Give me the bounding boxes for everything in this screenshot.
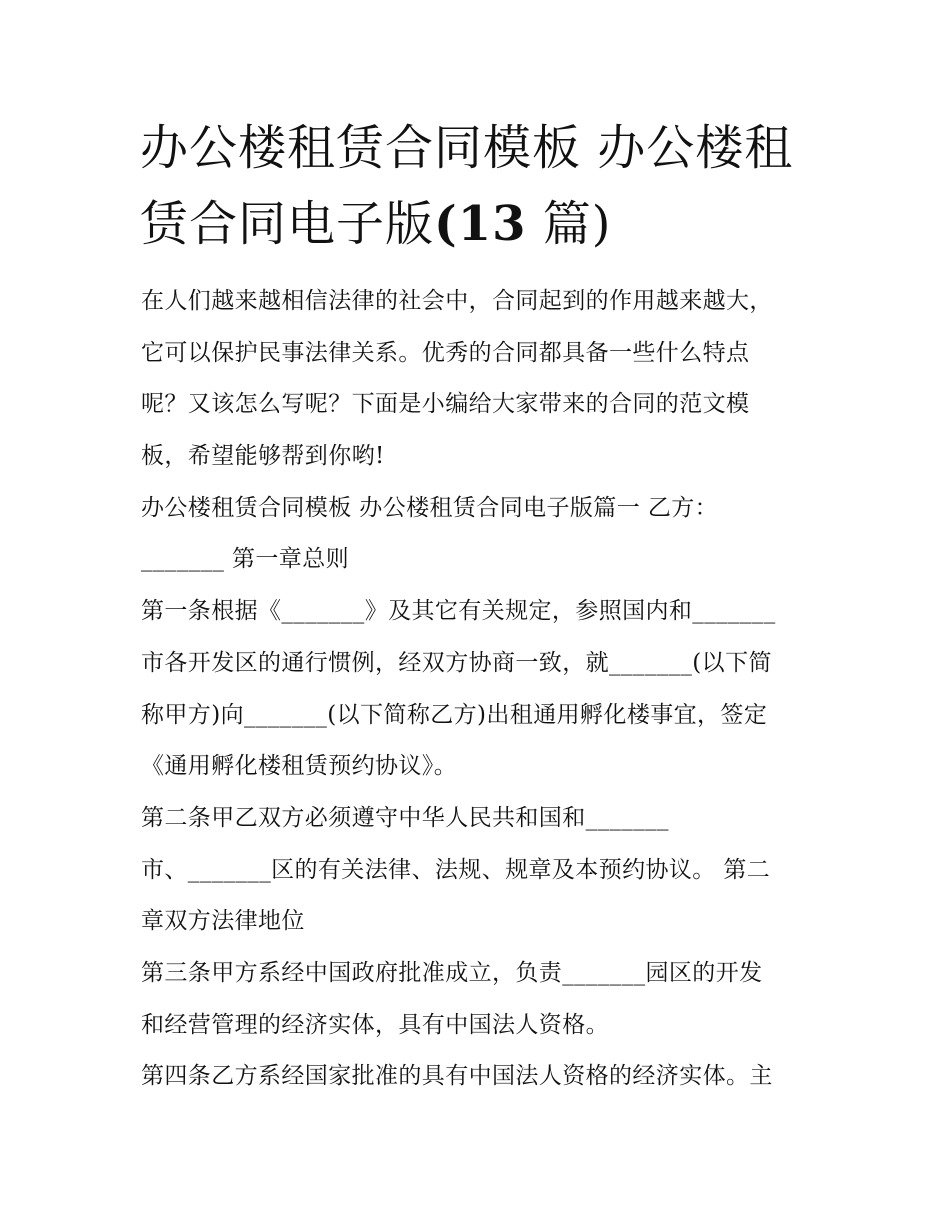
- body-line: 章双方法律地位: [141, 908, 305, 935]
- body-line: 呢？又该怎么写呢？下面是小编给大家带来的合同的范文模: [141, 391, 750, 418]
- body-line: 第三条甲方系经中国政府批准成立，负责_______园区的开发: [141, 959, 763, 986]
- document-body: [141, 276, 841, 1103]
- body-line: 它可以保护民事法律关系。优秀的合同都具备一些什么特点: [141, 339, 750, 366]
- body-line: 板，希望能够帮到你哟!: [141, 443, 385, 470]
- body-line: 第一条根据《_______》及其它有关规定，参照国内和_______: [141, 598, 776, 625]
- body-line: 和经营管理的经济实体，具有中国法人资格。: [141, 1011, 609, 1038]
- body-line: _______ 第一章总则: [141, 546, 350, 573]
- document-title: [140, 110, 840, 262]
- title-count: (13: [434, 196, 527, 252]
- title-line-2: [140, 186, 840, 262]
- body-line: 市、_______区的有关法律、法规、规章及本预约协议。 第二: [141, 856, 771, 883]
- body-line: 在人们越来越相信法律的社会中，合同起到的作用越来越大，: [141, 288, 773, 314]
- body-line: 办公楼租赁合同模板 办公楼租赁合同电子版篇一 乙方：: [141, 494, 719, 521]
- body-line: 第二条甲乙双方必须遵守中华人民共和国和_______: [141, 804, 669, 831]
- body-line: 第四条乙方系经国家批准的具有中国法人资格的经济实体。主: [141, 1063, 773, 1090]
- body-line: 市各开发区的通行惯例，经双方协商一致，就_______(以下简: [141, 649, 772, 676]
- title-line-2-suffix: 篇): [526, 196, 612, 252]
- title-line-2-prefix: 赁合同电子版: [140, 196, 435, 252]
- title-line-1: 办公楼租赁合同模板 办公楼租: [140, 120, 794, 176]
- body-line: 《通用孵化楼租赁预约协议》。: [141, 753, 458, 780]
- body-line: 称甲方)向_______(以下简称乙方)出租通用孵化楼事宜，签定: [141, 701, 768, 728]
